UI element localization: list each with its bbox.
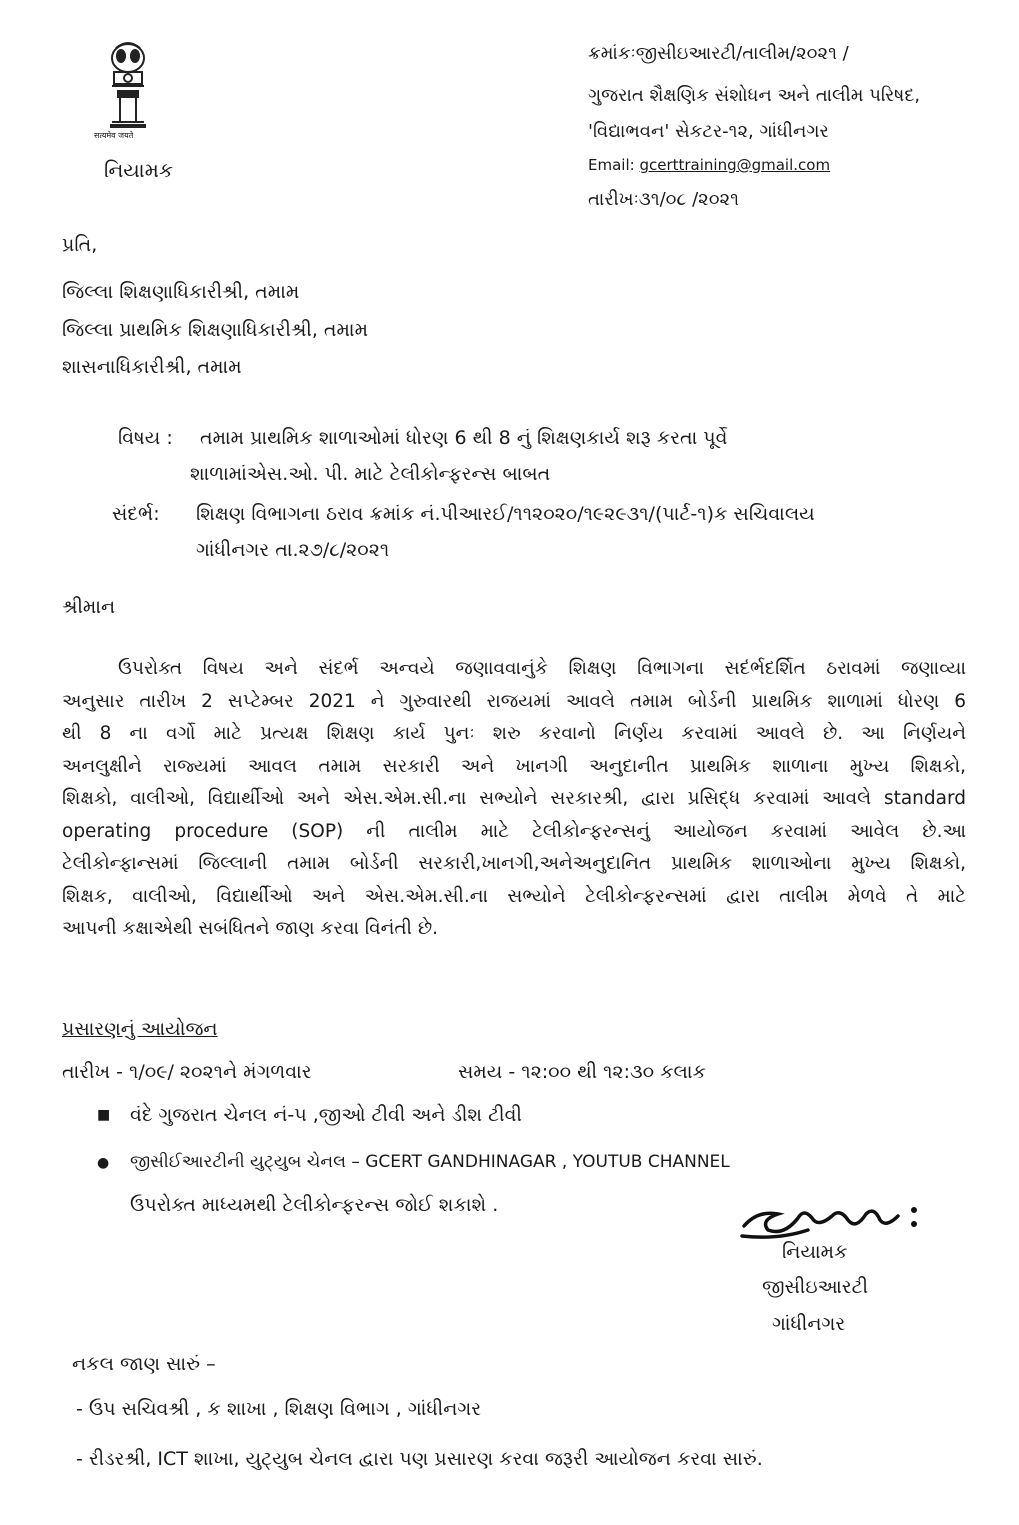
broadcast-date: તારીખ - ૧/૦૯/ ૨૦૨૧ને મંગળવાર [62,1061,312,1083]
reference-line: શિક્ષણ વિભાગના ઠરાવ ક્રમાંક નં.પીઆરઈ/૧૧૨૦૨૦/૧૯૨૯૩૧/(પાર્ટ-૧)ક સચિવાલય [196,503,815,525]
body-line: થી 8 ના વર્ગો માટે પ્રત્યક્ષ શિક્ષણ કાર્ય પુનઃ શરુ કરવાનો નિર્ણય કરવામાં આવલે છે. આ નિર્ણયને [62,723,966,744]
recipient-line: જિલ્લા શિક્ષણાધિકારીશ્રી, તમામ [62,281,300,303]
subject-line: શાળામાંએસ.ઓ. પી. માટે ટેલીકોન્ફરન્સ બાબત [190,463,551,485]
signatory-city: ગાંધીનગર [772,1313,846,1335]
body-line: શિક્ષક, વાલીઓ, વિદ્યાર્થીઓ અને એસ.એમ.સી.ના સભ્યોને ટેલીકોન્ફરન્સમાં દ્વારા તાલીમ મેળવે તે માટે [62,885,966,907]
emblem-motto: सत्यमेव जयते [94,131,134,140]
body-line: operating procedure (SOP) ની તાલીમ માટે ટેલીકોન્ફરન્સનું આયોજન કરવામાં આવેલ છે.આ [62,820,966,842]
copy-to-item: - રીડરશ્રી, ICT શાખા, યુટ્યુબ ચેનલ દ્વારા પણ પ્રસારણ કરવા જરૂરી આયોજન કરવા સારું. [76,1448,763,1470]
to-label: પ્રતિ, [62,234,98,256]
broadcast-closing: ઉપરોક્ત માધ્યમથી ટેલીકોન્ફરન્સ જોઈ શકાશે . [130,1194,499,1216]
broadcast-channel: વંદે ગુજરાત ચેનલ નં-૫ ,જીઓ ટીવી અને ડીશ ટીવી [130,1104,522,1126]
letter-date: તારીખઃ૩૧/૦૮ /૨૦૨૧ [588,189,739,210]
body-paragraph [62,653,966,946]
body-line: ઉપરોક્ત વિષય અને સંદર્ભ અન્વયે જણાવવાનુંકે શિક્ષણ વિભાગના સદંર્ભદર્શિત ઠરાવમાં જણાવ્યા [118,658,966,679]
subject-line: તમામ પ્રાથમિક શાળાઓમાં ધોરણ 6 થી 8 નું શિક્ષણકાર્ય શરૂ કરતા પૂર્વે [200,427,728,449]
body-line: અનુસાર તારીખ 2 સપ્ટેમ્બર 2021 ને ગુરુવારથી રાજયમાં આવલે તમામ બોર્ડની પ્રાથમિક શાળામાં ધોરણ 6 [62,690,966,712]
copy-to-item: - ઉપ સચિવશ્રી , ક શાખા , શિક્ષણ વિભાગ , ગાંધીનગર [76,1398,482,1420]
signatory-organization: જીસીઇઆરટી [762,1276,869,1298]
organization-address: 'વિદ્યાભવન' સેકટર-૧૨, ગાંધીનગર [588,121,829,142]
reference-line: ગાંધીનગર તા.૨૭/૮/૨૦૨૧ [196,539,390,561]
body-line: ટેલીકોન્ફાન્સમાં જિલ્લાની તમામ બોર્ડની સરકારી,ખાનગી,અનેઅનુદાનિત પ્રાથમિક શાળાઓના મુખ્ય શિક્ષકો, [62,853,966,874]
email-line [588,156,830,174]
organization-name: ગુજરાત શૈક્ષણિક સંશોધન અને તાલીમ પરિષદ, [588,85,921,106]
recipient-line: જિલ્લા પ્રાથમિક શિક્ષણાધિકારીશ્રી, તમામ [62,319,368,341]
email-address[interactable]: gcerttraining@gmail.com [639,156,831,174]
copy-to-label: નકલ જાણ સારું – [72,1353,216,1375]
office-title: નિયામક [104,158,173,182]
bullet-icon: ● [97,1155,110,1171]
body-line: અનલુક્ષીને રાજ્યમાં આવલ તમામ સરકારી અને ખાનગી અનુદાનીત પ્રાથમિક શાળાના મુખ્ય શિક્ષકો, [62,755,966,777]
bullet-icon: ■ [97,1107,111,1123]
body-line: શિક્ષકો, વાલીઓ, વિદ્યાર્થીઓ અને એસ.એમ.સી.ના સભ્યોને સરકારશ્રી, દ્વારા પ્રસિદ્ધ કરવામાં આવલે standard [62,788,966,809]
body-line: આપની કક્ષાએથી સબંધિતને જાણ કરવા વિનંતી છે. [62,918,438,939]
broadcast-heading: પ્રસારણનું આયોજન [62,1018,218,1040]
recipient-line: શાસનાધિકારીશ્રી, તમામ [62,356,242,378]
email-label: Email: [588,156,635,174]
broadcast-time: સમય - ૧૨:૦૦ થી ૧૨:૩૦ કલાક [458,1061,706,1083]
signatory-title: નિયામક [782,1241,848,1263]
broadcast-channel: જીસીઈઆરટીની યુટ્યુબ ચેનલ – GCERT GANDHINAGAR , YOUTUB CHANNEL [130,1152,730,1172]
national-emblem-icon [102,36,154,134]
subject-label: વિષય : [118,427,173,449]
reference-number: ક્રમાંકઃજીસીઇઆરટી/તાલીમ/૨૦૨૧ / [588,43,849,64]
reference-label: સંદર્ભ: [112,503,160,525]
salutation: શ્રીમાન [62,596,116,618]
